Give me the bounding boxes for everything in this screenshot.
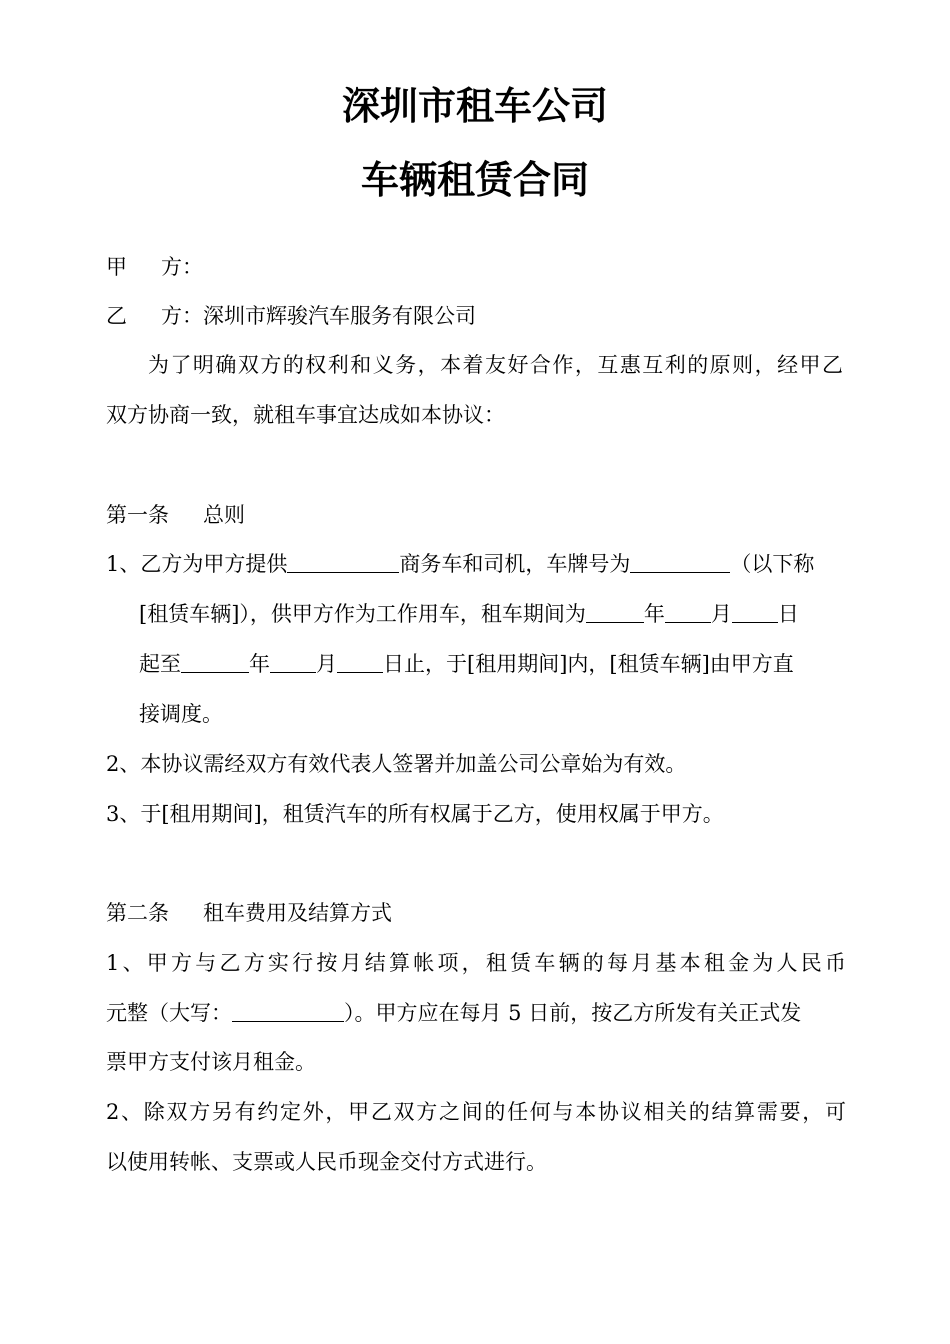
end-month-blank[interactable] [270,650,316,673]
text-segment: ）。甲方应在每月 5 日前，按乙方所发有关正式发 [344,1001,802,1025]
company-title: 深圳市租车公司 [341,84,608,128]
article-1-item-1-line-4: 接调度。 [139,702,223,726]
article-2-item-2-line-2: 以使用转帐、支票或人民币现金交付方式进行。 [106,1150,547,1174]
article-1-title: 总则 [203,503,245,527]
text-segment: 日止，于[租用期间]内，[租赁车辆]由甲方直 [383,652,794,676]
party-a-line [106,252,846,282]
article-2-heading [106,898,846,928]
vehicle-type-blank[interactable] [287,550,399,573]
article-1-item-2: 2、本协议需经双方有效代表人签署并加盖公司公章始为有效。 [106,752,687,776]
text-segment: [租赁车辆]），供甲方作为工作用车，租车期间为 [139,602,586,626]
start-day-blank[interactable] [732,600,778,623]
party-a-label: 甲 [106,255,127,279]
plate-number-blank[interactable] [630,550,730,573]
article-1-item-1-line-3 [139,649,844,679]
text-segment: （以下称 [730,552,815,576]
text-segment: 月 [316,652,337,676]
party-b-label: 乙 [106,304,127,328]
party-a-suffix: 方： [161,255,203,279]
text-segment: 起至 [139,652,181,676]
contract-title: 车辆租赁合同 [360,158,589,202]
text-segment: 日 [777,602,799,626]
text-segment: 1、乙方为甲方提供 [106,552,288,576]
text-segment: 月 [710,602,732,626]
article-1-number: 第一条 [106,503,169,527]
party-b-line [106,301,846,331]
article-1-item-1-line-2 [139,599,844,629]
article-2-item-1-line-3: 票甲方支付该月租金。 [106,1050,316,1074]
article-2-number: 第二条 [106,901,169,925]
preamble-line-2: 双方协商一致，就租车事宜达成如本协议： [106,403,505,427]
article-2-item-1-line-2 [106,998,846,1028]
text-segment: 年 [249,652,270,676]
article-2-item-1-line-1: 1、甲方与乙方实行按月结算帐项，租赁车辆的每月基本租金为人民币 [106,951,846,975]
start-year-blank[interactable] [586,600,644,623]
party-b-suffix: 方： [161,304,203,328]
article-2-title: 租车费用及结算方式 [203,901,392,925]
amount-in-words-blank[interactable] [232,999,344,1022]
start-month-blank[interactable] [665,600,711,623]
article-1-item-1-line-1 [106,549,846,579]
article-2-item-2-line-1: 2、除双方另有约定外，甲乙双方之间的任何与本协议相关的结算需要，可 [106,1100,846,1124]
end-day-blank[interactable] [337,650,383,673]
preamble-line-1: 为了明确双方的权利和义务，本着友好合作，互惠互利的原则，经甲乙 [148,353,843,377]
article-1-heading [106,500,846,530]
text-segment: 商务车和司机，车牌号为 [399,552,631,576]
party-b-name: 深圳市辉骏汽车服务有限公司 [203,304,476,328]
end-year-blank[interactable] [181,650,249,673]
text-segment: 年 [643,602,665,626]
text-segment: 元整（大写： [106,1001,232,1025]
article-1-item-3: 3、于[租用期间]，租赁汽车的所有权属于乙方，使用权属于甲方。 [106,802,724,826]
